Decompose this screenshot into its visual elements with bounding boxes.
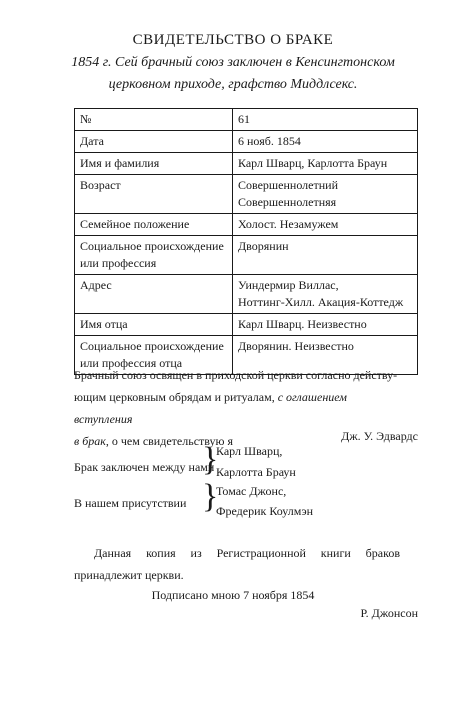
register-field-label-line: Имя отца [80, 317, 128, 331]
register-field-value-line: Дворянин [238, 239, 289, 253]
register-row [75, 175, 418, 214]
register-field-label [75, 214, 233, 236]
statement-line-3-italic: в брак [74, 434, 106, 448]
register-field-label-line: Дата [80, 134, 104, 148]
register-field-label-line: Возраст [80, 178, 121, 192]
register-field-value [233, 175, 418, 214]
register-field-value-line: Дворянин. Неизвестно [238, 339, 354, 353]
register-field-label [75, 131, 233, 153]
register-field-value-line: 61 [238, 112, 250, 126]
register-row [75, 275, 418, 314]
register-field-label [75, 236, 233, 275]
register-field-label [75, 109, 233, 131]
signed-line: Подписано мною 7 ноября 1854 [151, 588, 315, 602]
register-field-value-line: Карл Шварц. Неизвестно [238, 317, 367, 331]
subtitle-line-2: церковном приходе, графство Миддлсекс. [108, 77, 358, 92]
signer-johnson: Р. Джонсон [360, 606, 418, 620]
register-field-label-line: Адрес [80, 278, 112, 292]
register-field-label [75, 153, 233, 175]
statement-line-3-text: , о чем свидетельствую я [105, 434, 234, 448]
marriage-name-2: Карлотта Браун [216, 465, 296, 479]
register-field-value-line: 6 нояб. 1854 [238, 134, 301, 148]
document-subtitle [30, 52, 436, 96]
register-row [75, 153, 418, 175]
register-field-value-line: Совершеннолетний [238, 178, 339, 192]
register-field-label [75, 275, 233, 314]
register-row [75, 214, 418, 236]
register-field-value [233, 131, 418, 153]
statement-line-2-text: ющим церковным обрядам и ритуалам, [74, 390, 275, 404]
marriage-brace-icon: } [202, 441, 219, 478]
subtitle-line-1: 1854 г. Сей брачный союз заключен в Кенсингтонском [71, 55, 395, 70]
register-field-label-line: Имя и фамилия [80, 156, 160, 170]
witness-name-1: Томас Джонс, [216, 484, 287, 498]
register-row [75, 109, 418, 131]
marriage-name-1: Карл Шварц, [216, 444, 283, 458]
register-field-label-line: Социальное происхождение [80, 339, 224, 353]
register-row [75, 314, 418, 336]
register-field-label [75, 314, 233, 336]
register-field-value-line: Ноттинг-Хилл. Акация-Коттедж [238, 295, 404, 309]
witnesses-brace-icon: } [202, 478, 219, 515]
register-field-label-line: или профессия отца [80, 356, 183, 370]
register-field-value [233, 153, 418, 175]
register-table [74, 108, 418, 375]
register-field-value [233, 275, 418, 314]
marriage-label: Брак заключен между нами [74, 460, 215, 474]
document-title: СВИДЕТЕЛЬСТВО О БРАКЕ [132, 32, 334, 48]
register-field-value-line: Совершеннолетняя [238, 195, 337, 209]
register-field-value-line: Карл Шварц, Карлотта Браун [238, 156, 388, 170]
register-field-value [233, 214, 418, 236]
register-row [75, 131, 418, 153]
register-field-label [75, 175, 233, 214]
copy-note: Данная копия из Регистрационной книги браков принадлежит церкви. [74, 546, 400, 582]
register-field-label-line: Семейное положение [80, 217, 190, 231]
register-row [75, 236, 418, 275]
statement-line-2 [74, 386, 400, 430]
register-field-value [233, 109, 418, 131]
signer-edwards: Дж. У. Эдвардс [341, 429, 418, 443]
witnesses-label: В нашем присутствии [74, 496, 187, 510]
register-field-label-line: Социальное происхождение [80, 239, 224, 253]
register-field-label-line: или профессия [80, 256, 157, 270]
register-field-value-line: Холост. Незамужем [238, 217, 339, 231]
register-field-label-line: № [80, 112, 92, 126]
register-field-value-line: Уиндермир Виллас, [238, 278, 339, 292]
statement-line-1: Брачный союз освящен в приходской церкви согласно действу- [74, 368, 398, 382]
register-field-value [233, 314, 418, 336]
register-field-value [233, 236, 418, 275]
witness-name-2: Фредерик Коулмэн [216, 504, 314, 518]
statement-line-2-italic: с оглашением вступления [74, 390, 347, 426]
